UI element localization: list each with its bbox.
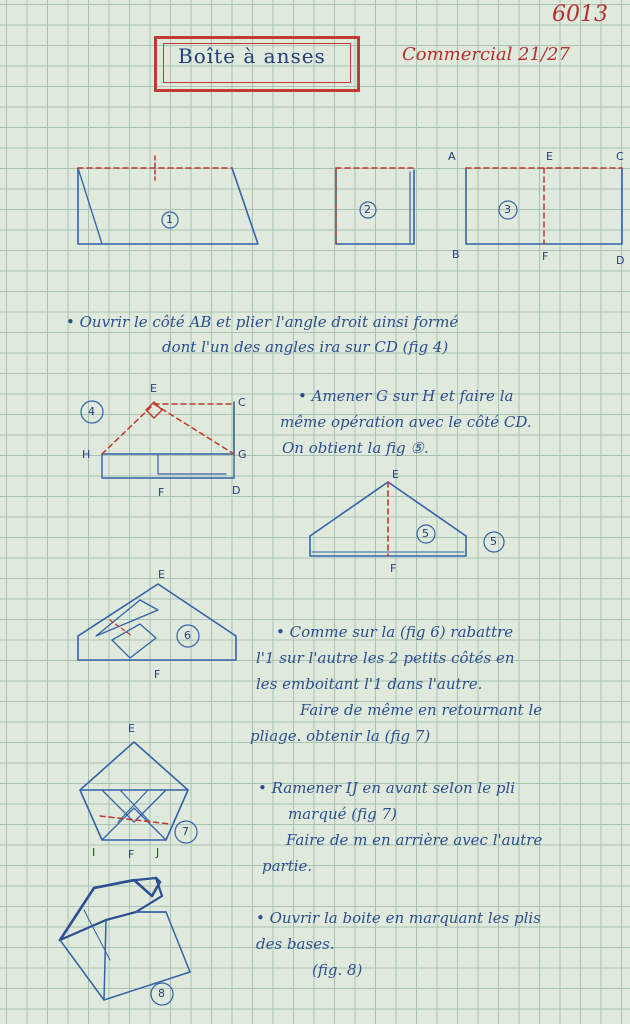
figure-1-number: 1 [166, 213, 173, 226]
step1-line2: dont l'un des angles ira sur CD (fig 4) [162, 338, 449, 356]
fig7-label-j: J [156, 846, 160, 859]
figure-8-number: 8 [158, 987, 165, 1000]
page-code: 6013 [552, 2, 608, 27]
figure-3-number: 3 [504, 203, 511, 216]
fig5-label-e: E [392, 468, 399, 481]
step3-line1: • Comme sur la (fig 6) rabattre [276, 623, 514, 641]
step2-line2: même opération avec le côté CD. [280, 413, 532, 431]
figure-3-drawing [466, 168, 622, 244]
figure-6-drawing [78, 584, 236, 660]
step4-line1: • Ramener IJ en avant selon le pli [258, 779, 516, 797]
figure-1-drawing [78, 156, 258, 244]
fig7-label-e: E [128, 722, 135, 735]
figure-5-side-number: 5 [490, 535, 497, 548]
figure-4-drawing [102, 402, 234, 478]
fig3-label-a: A [448, 150, 456, 163]
figure-6-number: 6 [184, 629, 191, 642]
step3-line3: les emboitant l'1 dans l'autre. [256, 675, 483, 693]
fig5-label-f: F [390, 562, 397, 575]
fig6-label-e: E [158, 568, 165, 581]
fig3-label-d: D [616, 254, 625, 267]
figure-7-drawing [80, 742, 188, 840]
step5-line3: (fig. 8) [312, 961, 363, 979]
step4-line2: marqué (fig 7) [288, 805, 397, 823]
fig7-label-f: F [128, 848, 135, 861]
fig4-label-c: C [238, 396, 246, 409]
fig7-label-i: I [92, 846, 96, 859]
figure-5-drawing [310, 482, 466, 556]
fig3-label-c: C [616, 150, 624, 163]
figure-5-number: 5 [422, 527, 429, 540]
figure-4-number: 4 [88, 405, 95, 418]
figure-7-number: 7 [182, 825, 189, 838]
fig4-label-h: H [82, 448, 91, 461]
step2-line3: On obtient la fig ⑤. [282, 439, 429, 457]
step3-line5: pliage. obtenir la (fig 7) [250, 727, 431, 745]
fig4-label-d: D [232, 484, 241, 497]
step4-line3: Faire de m en arrière avec l'autre [286, 831, 543, 849]
step3-line2: l'1 sur l'autre les 2 petits côtés en [256, 649, 515, 667]
category-label: Commercial 21/27 [402, 44, 570, 65]
fig3-label-e: E [546, 150, 553, 163]
step1-line1: • Ouvrir le côté AB et plier l'angle droit ainsi formé [66, 313, 459, 331]
step5-line2: des bases. [256, 935, 335, 953]
figure-2-number: 2 [364, 203, 371, 216]
fig4-label-f: F [158, 486, 165, 499]
figure-8-drawing [60, 878, 190, 1000]
page-title: Boîte à anses [178, 44, 326, 68]
fig4-label-e: E [150, 382, 157, 395]
fig6-label-f: F [154, 668, 161, 681]
fig4-label-g: G [238, 448, 247, 461]
step2-line1: • Amener G sur H et faire la [298, 387, 514, 405]
step3-line4: Faire de même en retournant le [300, 701, 543, 719]
step4-line4: partie. [262, 857, 313, 875]
fig3-label-b: B [452, 248, 460, 261]
step5-line1: • Ouvrir la boite en marquant les plis [256, 909, 541, 927]
fig3-label-f: F [542, 250, 549, 263]
